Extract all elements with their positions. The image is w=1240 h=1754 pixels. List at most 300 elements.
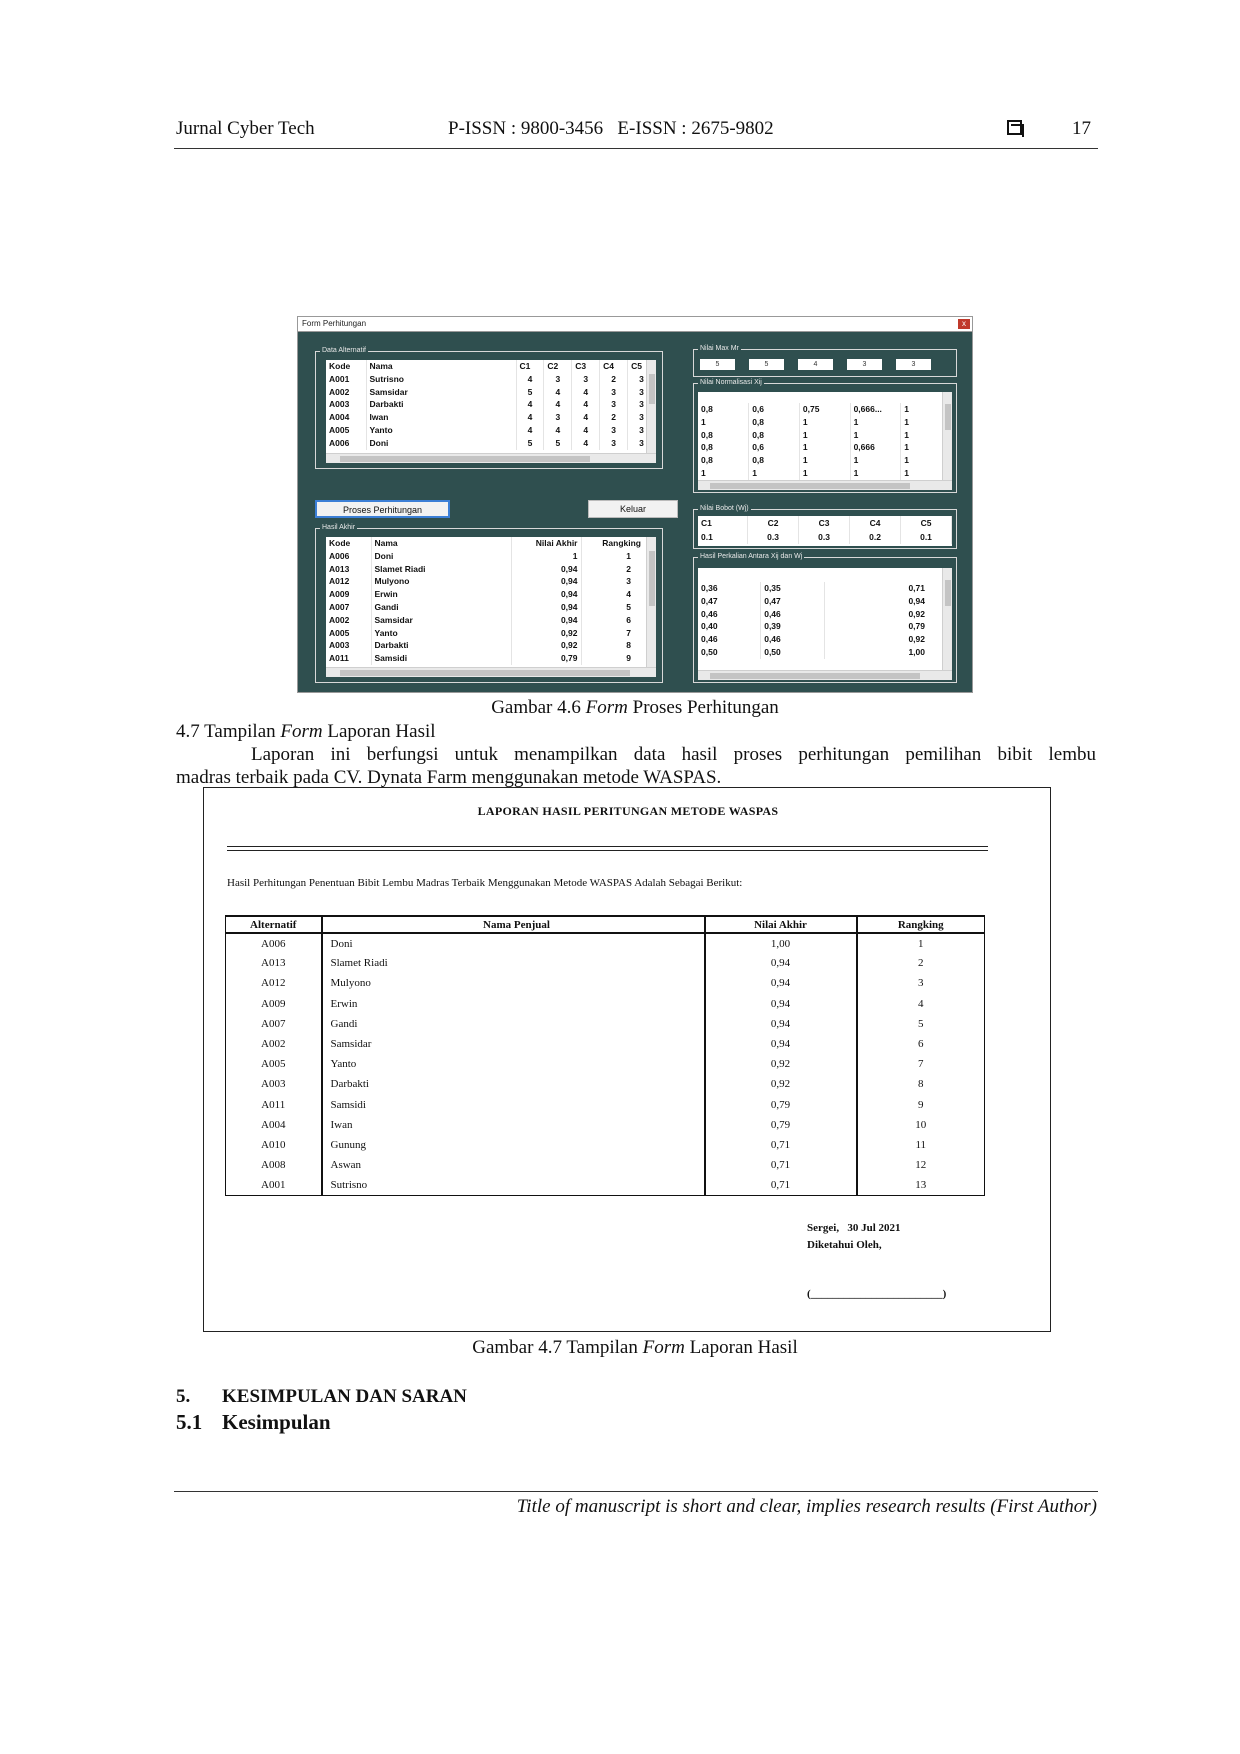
table-cell: A004 xyxy=(226,1115,322,1135)
grid-cell: 0,8 xyxy=(698,403,749,416)
grid-cell: 1 xyxy=(850,454,901,467)
table-cell: 2 xyxy=(857,953,985,973)
group-label: Nilai Max Mr xyxy=(700,345,739,352)
grid-cell: 9 xyxy=(581,652,656,665)
col-header: Alternatif xyxy=(226,916,322,933)
issn: P-ISSN : 9800-3456 E-ISSN : 2675-9802 xyxy=(448,118,774,139)
grid-cell: 0,46 xyxy=(761,608,825,621)
grid-cell: 8 xyxy=(581,639,656,652)
journal-name: Jurnal Cyber Tech xyxy=(176,118,315,139)
section-4-7-heading: 4.7 Tampilan Form Laporan Hasil xyxy=(176,721,436,742)
grid-cell: A006 xyxy=(326,437,366,450)
grid-cell: Doni xyxy=(366,437,516,450)
vertical-scrollbar[interactable] xyxy=(646,537,656,667)
grid-cell: 0,8 xyxy=(698,441,749,454)
grid-cell: 1 xyxy=(850,467,901,480)
grid-cell: 0,92 xyxy=(825,633,952,646)
perkalian-grid[interactable] xyxy=(698,568,952,680)
grid-row[interactable] xyxy=(326,437,656,450)
table-row xyxy=(226,1014,985,1034)
grid-cell: Samsidar xyxy=(371,614,511,627)
grid-cell: 0,8 xyxy=(698,454,749,467)
table-row xyxy=(226,1074,985,1094)
grid-cell: 3 xyxy=(572,373,600,386)
grid-cell: 0,46 xyxy=(761,633,825,646)
grid-row[interactable] xyxy=(698,467,952,480)
section-5-1-heading: 5.1 Kesimpulan xyxy=(176,1410,331,1434)
grid-cell: 0.1 xyxy=(901,530,952,544)
grid-cell: 0.2 xyxy=(850,530,901,544)
grid-cell: 1,00 xyxy=(825,646,952,659)
table-row xyxy=(226,1155,985,1175)
table-row xyxy=(226,1175,985,1195)
grid-cell: 1 xyxy=(901,467,952,480)
footer-rule xyxy=(174,1491,1098,1492)
table-cell: Samsidar xyxy=(322,1034,705,1054)
grid-cell: 3 xyxy=(544,411,572,424)
grid-cell: 1 xyxy=(799,454,850,467)
grid-cell: 4 xyxy=(581,588,656,601)
grid-cell: A003 xyxy=(326,398,366,411)
grid-cell: 4 xyxy=(544,386,572,399)
table-row xyxy=(226,1034,985,1054)
table-cell: 0,94 xyxy=(705,973,857,993)
horizontal-scrollbar[interactable] xyxy=(326,667,656,677)
grid-row[interactable] xyxy=(698,403,952,416)
signature-line: (________________________) xyxy=(807,1288,947,1300)
col-header: C1 xyxy=(698,516,748,530)
grid-cell: Yanto xyxy=(366,424,516,437)
grid-cell: 3 xyxy=(628,437,656,450)
table-cell: 8 xyxy=(857,1074,985,1094)
grid-row[interactable] xyxy=(698,633,952,646)
grid-row[interactable] xyxy=(326,627,656,640)
vertical-scrollbar[interactable] xyxy=(646,360,656,453)
table-cell: A002 xyxy=(226,1034,322,1054)
table-cell: 0,71 xyxy=(705,1135,857,1155)
group-nilai-max xyxy=(693,345,957,377)
group-normalisasi xyxy=(693,379,957,493)
grid-cell: 0,50 xyxy=(761,646,825,659)
table-row xyxy=(226,1095,985,1115)
grid-cell: 0,8 xyxy=(749,429,800,442)
grid-cell: 0,8 xyxy=(698,429,749,442)
grid-cell: 4 xyxy=(516,373,544,386)
grid-cell: A003 xyxy=(326,639,371,652)
square-icon xyxy=(1007,120,1022,135)
grid-row[interactable] xyxy=(698,429,952,442)
table-cell: Sutrisno xyxy=(322,1175,705,1195)
table-cell: A005 xyxy=(226,1054,322,1074)
col-header: C2 xyxy=(544,360,572,373)
grid-cell: 3 xyxy=(544,373,572,386)
table-cell: A010 xyxy=(226,1135,322,1155)
grid-cell: 5 xyxy=(581,601,656,614)
table-cell: Slamet Riadi xyxy=(322,953,705,973)
max-value-box: 4 xyxy=(798,359,833,370)
close-icon[interactable]: x xyxy=(958,319,970,329)
grid-cell: A007 xyxy=(326,601,371,614)
report-rule xyxy=(227,850,988,851)
grid-cell: 1 xyxy=(799,441,850,454)
grid-cell: 1 xyxy=(901,429,952,442)
page-number: 17 xyxy=(1072,118,1091,139)
laporan-hasil-report xyxy=(203,787,1051,1332)
grid-cell: 0,36 xyxy=(698,582,761,595)
grid-cell: A006 xyxy=(326,550,371,563)
grid-row[interactable] xyxy=(326,614,656,627)
grid-row[interactable] xyxy=(698,582,952,595)
grid-cell: A005 xyxy=(326,627,371,640)
table-cell: 4 xyxy=(857,994,985,1014)
grid-cell: 4 xyxy=(516,398,544,411)
table-cell: Darbakti xyxy=(322,1074,705,1094)
grid-cell: Mulyono xyxy=(371,575,511,588)
table-cell: Doni xyxy=(322,933,705,953)
vertical-scrollbar[interactable] xyxy=(942,392,952,480)
grid-cell: 3 xyxy=(600,437,628,450)
grid-row[interactable] xyxy=(326,601,656,614)
grid-cell: 0,35 xyxy=(761,582,825,595)
grid-cell: Slamet Riadi xyxy=(371,563,511,576)
grid-cell: 1 xyxy=(901,416,952,429)
grid-cell: 0,6 xyxy=(749,441,800,454)
table-cell: 6 xyxy=(857,1034,985,1054)
grid-cell: 3 xyxy=(628,398,656,411)
grid-cell: 3 xyxy=(628,424,656,437)
grid-cell: 4 xyxy=(544,424,572,437)
table-cell: 11 xyxy=(857,1135,985,1155)
grid-cell: 0,94 xyxy=(825,595,952,608)
grid-cell: 0,8 xyxy=(749,454,800,467)
grid-row[interactable] xyxy=(698,646,952,659)
grid-cell: 1 xyxy=(799,467,850,480)
grid-cell: 4 xyxy=(572,411,600,424)
grid-cell: 0,94 xyxy=(511,601,581,614)
group-label: Nilai Normalisasi Xij xyxy=(700,379,762,386)
grid-row[interactable] xyxy=(698,620,952,633)
table-row xyxy=(226,1054,985,1074)
table-cell: 9 xyxy=(857,1095,985,1115)
report-table xyxy=(225,915,985,1196)
col-header: C4 xyxy=(850,516,901,530)
grid-row[interactable] xyxy=(698,595,952,608)
grid-cell: 3 xyxy=(628,386,656,399)
grid-row[interactable] xyxy=(326,563,656,576)
horizontal-scrollbar[interactable] xyxy=(698,670,952,680)
table-row xyxy=(226,1135,985,1155)
grid-cell: 0.3 xyxy=(748,530,799,544)
table-cell: A007 xyxy=(226,1014,322,1034)
col-header: Rangking xyxy=(857,916,985,933)
table-cell: 0,71 xyxy=(705,1175,857,1195)
grid-cell: Darbakti xyxy=(366,398,516,411)
horizontal-scrollbar[interactable] xyxy=(326,453,656,463)
col-header: Nilai Akhir xyxy=(511,537,581,550)
grid-cell: 0,94 xyxy=(511,614,581,627)
paragraph-line-2: madras terbaik pada CV. Dynata Farm menggunakan metode WASPAS. xyxy=(176,767,722,788)
group-label: Hasil Akhir xyxy=(322,524,356,531)
grid-cell: 0,47 xyxy=(761,595,825,608)
grid-cell: 3 xyxy=(628,373,656,386)
known-by: Diketahui Oleh, xyxy=(807,1239,882,1251)
table-cell: 0,94 xyxy=(705,1014,857,1034)
group-bobot xyxy=(693,505,957,549)
grid-cell: 1 xyxy=(850,416,901,429)
table-cell: 3 xyxy=(857,973,985,993)
table-cell: Gandi xyxy=(322,1014,705,1034)
grid-row[interactable] xyxy=(698,441,952,454)
table-cell: 0,94 xyxy=(705,994,857,1014)
grid-cell: 0,46 xyxy=(698,633,761,646)
group-label: Data Alternatif xyxy=(322,347,366,354)
grid-cell: 0,6 xyxy=(749,403,800,416)
hasil-grid[interactable] xyxy=(326,537,656,677)
table-row xyxy=(226,973,985,993)
col-header: C3 xyxy=(572,360,600,373)
grid-cell: 6 xyxy=(581,614,656,627)
group-data-alternatif xyxy=(315,347,663,469)
grid-cell: 0,666... xyxy=(850,403,901,416)
table-row xyxy=(226,1115,985,1135)
col-header: Nama xyxy=(366,360,516,373)
table-cell: Erwin xyxy=(322,994,705,1014)
col-header: C4 xyxy=(600,360,628,373)
grid-cell: A011 xyxy=(326,652,371,665)
report-title: LAPORAN HASIL PERITUNGAN METODE WASPAS xyxy=(477,804,779,818)
grid-cell: 5 xyxy=(516,437,544,450)
grid-cell: 2 xyxy=(581,563,656,576)
grid-cell: A009 xyxy=(326,588,371,601)
table-cell: 0,94 xyxy=(705,1034,857,1054)
grid-cell: 1 xyxy=(901,441,952,454)
grid-cell: Darbakti xyxy=(371,639,511,652)
grid-cell: 0,94 xyxy=(511,563,581,576)
report-intro: Hasil Perhitungan Penentuan Bibit Lembu Madras Terbaik Menggunakan Metode WASPAS Adalah Sebagai Berikut: xyxy=(227,877,743,889)
grid-cell: Erwin xyxy=(371,588,511,601)
proses-perhitungan-button[interactable]: Proses Perhitungan xyxy=(315,500,450,518)
table-cell: A012 xyxy=(226,973,322,993)
grid-cell: 0,8 xyxy=(749,416,800,429)
max-value-box: 3 xyxy=(847,359,882,370)
group-label: Hasil Perkalian Antara Xij dan Wj xyxy=(700,553,803,560)
grid-row[interactable] xyxy=(326,398,656,411)
table-cell: A009 xyxy=(226,994,322,1014)
grid-cell: A004 xyxy=(326,411,366,424)
col-header: C1 xyxy=(516,360,544,373)
grid-cell: 0,47 xyxy=(698,595,761,608)
footer-text: Title of manuscript is short and clear, implies research results (First Author) xyxy=(516,1496,1097,1517)
grid-row[interactable] xyxy=(326,639,656,652)
col-header: Nama xyxy=(371,537,511,550)
grid-cell: Sutrisno xyxy=(366,373,516,386)
grid-cell: 0,94 xyxy=(511,588,581,601)
group-label: Nilai Bobot (Wj) xyxy=(700,505,749,512)
col-header: C2 xyxy=(748,516,799,530)
table-cell: 0,79 xyxy=(705,1115,857,1135)
table-cell: 1 xyxy=(857,933,985,953)
table-cell: 0,94 xyxy=(705,953,857,973)
table-cell: A008 xyxy=(226,1155,322,1175)
grid-cell: 2 xyxy=(600,373,628,386)
table-cell: A006 xyxy=(226,933,322,953)
grid-cell: 7 xyxy=(581,627,656,640)
table-cell: 10 xyxy=(857,1115,985,1135)
table-cell: 13 xyxy=(857,1175,985,1195)
grid-cell: 0,79 xyxy=(825,620,952,633)
grid-row[interactable] xyxy=(326,411,656,424)
grid-cell: 0.1 xyxy=(698,530,748,544)
window-title: Form Perhitungan xyxy=(298,317,972,332)
table-cell: A001 xyxy=(226,1175,322,1195)
keluar-button[interactable]: Keluar xyxy=(588,500,678,518)
grid-cell: Gandi xyxy=(371,601,511,614)
alternatif-grid[interactable] xyxy=(326,360,656,463)
grid-row[interactable] xyxy=(698,416,952,429)
table-cell: Aswan xyxy=(322,1155,705,1175)
grid-cell: Iwan xyxy=(366,411,516,424)
grid-row[interactable] xyxy=(326,575,656,588)
grid-cell: 0,75 xyxy=(799,403,850,416)
grid-cell: Samsidar xyxy=(366,386,516,399)
table-cell: Samsidi xyxy=(322,1095,705,1115)
grid-cell: 1 xyxy=(850,429,901,442)
figure-4-7-caption: Gambar 4.7 Tampilan Form Laporan Hasil xyxy=(472,1337,798,1358)
grid-cell: 0,46 xyxy=(698,608,761,621)
grid-cell: A005 xyxy=(326,424,366,437)
col-header: C5 xyxy=(628,360,656,373)
grid-row[interactable] xyxy=(326,373,656,386)
table-row xyxy=(226,953,985,973)
grid-cell: 1 xyxy=(799,416,850,429)
grid-cell: 1 xyxy=(901,454,952,467)
horizontal-scrollbar[interactable] xyxy=(698,480,952,490)
grid-cell: 0,92 xyxy=(511,627,581,640)
max-value-box: 3 xyxy=(896,359,931,370)
grid-cell: A001 xyxy=(326,373,366,386)
col-header: Kode xyxy=(326,360,366,373)
table-cell: 5 xyxy=(857,1014,985,1034)
vertical-scrollbar[interactable] xyxy=(942,568,952,670)
bobot-grid[interactable] xyxy=(698,516,952,546)
grid-row[interactable] xyxy=(326,550,656,563)
grid-cell: A012 xyxy=(326,575,371,588)
grid-cell: 0,40 xyxy=(698,620,761,633)
grid-cell: 0,50 xyxy=(698,646,761,659)
header-rule xyxy=(174,148,1098,149)
table-cell: 0,79 xyxy=(705,1095,857,1115)
section-5-heading: 5. KESIMPULAN DAN SARAN xyxy=(176,1386,467,1407)
grid-cell: 2 xyxy=(600,411,628,424)
grid-cell: 4 xyxy=(516,424,544,437)
table-row xyxy=(226,933,985,953)
grid-cell: Yanto xyxy=(371,627,511,640)
grid-cell: 5 xyxy=(544,437,572,450)
table-cell: 0,71 xyxy=(705,1155,857,1175)
grid-cell: 1 xyxy=(581,550,656,563)
grid-cell: 3 xyxy=(628,411,656,424)
grid-cell: 1 xyxy=(799,429,850,442)
grid-cell: 4 xyxy=(572,386,600,399)
form-perhitungan-screenshot xyxy=(297,316,973,693)
grid-cell: 1 xyxy=(749,467,800,480)
col-header: Nilai Akhir xyxy=(705,916,857,933)
grid-cell: 0,79 xyxy=(511,652,581,665)
max-value-box: 5 xyxy=(749,359,784,370)
col-header: Nama Penjual xyxy=(322,916,705,933)
grid-cell: 0,666 xyxy=(850,441,901,454)
max-value-box: 5 xyxy=(700,359,735,370)
table-cell: A013 xyxy=(226,953,322,973)
col-header: Kode xyxy=(326,537,371,550)
grid-cell: 0.3 xyxy=(799,530,850,544)
group-hasil-akhir xyxy=(315,524,663,683)
grid-cell: 1 xyxy=(511,550,581,563)
table-cell: Gunung xyxy=(322,1135,705,1155)
grid-cell: A002 xyxy=(326,614,371,627)
grid-cell: 4 xyxy=(544,398,572,411)
normalisasi-grid[interactable] xyxy=(698,392,952,490)
grid-row[interactable] xyxy=(326,424,656,437)
table-cell: 1,00 xyxy=(705,933,857,953)
grid-cell: 3 xyxy=(600,424,628,437)
grid-cell: 4 xyxy=(572,424,600,437)
group-perkalian xyxy=(693,553,957,683)
grid-cell: 0,94 xyxy=(511,575,581,588)
grid-cell: 4 xyxy=(572,437,600,450)
grid-row[interactable] xyxy=(326,588,656,601)
grid-cell: Samsidi xyxy=(371,652,511,665)
grid-cell: 0,71 xyxy=(825,582,952,595)
col-header: C5 xyxy=(901,516,952,530)
place-date: Sergei, 30 Jul 2021 xyxy=(807,1222,901,1234)
grid-row[interactable] xyxy=(698,454,952,467)
grid-cell: 3 xyxy=(581,575,656,588)
grid-cell: 3 xyxy=(600,386,628,399)
table-cell: 0,92 xyxy=(705,1074,857,1094)
table-cell: Iwan xyxy=(322,1115,705,1135)
table-cell: A003 xyxy=(226,1074,322,1094)
table-cell: 0,92 xyxy=(705,1054,857,1074)
grid-row[interactable] xyxy=(326,386,656,399)
table-cell: A011 xyxy=(226,1095,322,1115)
table-cell: Mulyono xyxy=(322,973,705,993)
grid-row[interactable] xyxy=(698,608,952,621)
grid-cell: 4 xyxy=(516,411,544,424)
grid-cell: 5 xyxy=(516,386,544,399)
grid-cell: A002 xyxy=(326,386,366,399)
table-cell: 7 xyxy=(857,1054,985,1074)
grid-cell: Doni xyxy=(371,550,511,563)
col-header: C3 xyxy=(799,516,850,530)
grid-row[interactable] xyxy=(326,652,656,665)
grid-cell: 1 xyxy=(698,467,749,480)
figure-4-6-caption: Gambar 4.6 Form Proses Perhitungan xyxy=(491,697,779,718)
grid-cell: A013 xyxy=(326,563,371,576)
grid-cell: 1 xyxy=(698,416,749,429)
table-cell: Yanto xyxy=(322,1054,705,1074)
col-header: Rangking xyxy=(581,537,656,550)
grid-cell: 0,92 xyxy=(825,608,952,621)
grid-cell: 3 xyxy=(600,398,628,411)
table-cell: 12 xyxy=(857,1155,985,1175)
grid-cell: 4 xyxy=(572,398,600,411)
paragraph-line-1: Laporan ini berfungsi untuk menampilkan data hasil proses perhitungan pemilihan bibit lembu xyxy=(251,744,1096,765)
table-row xyxy=(226,994,985,1014)
grid-cell: 0,39 xyxy=(761,620,825,633)
report-rule xyxy=(227,846,988,847)
grid-cell: 1 xyxy=(901,403,952,416)
